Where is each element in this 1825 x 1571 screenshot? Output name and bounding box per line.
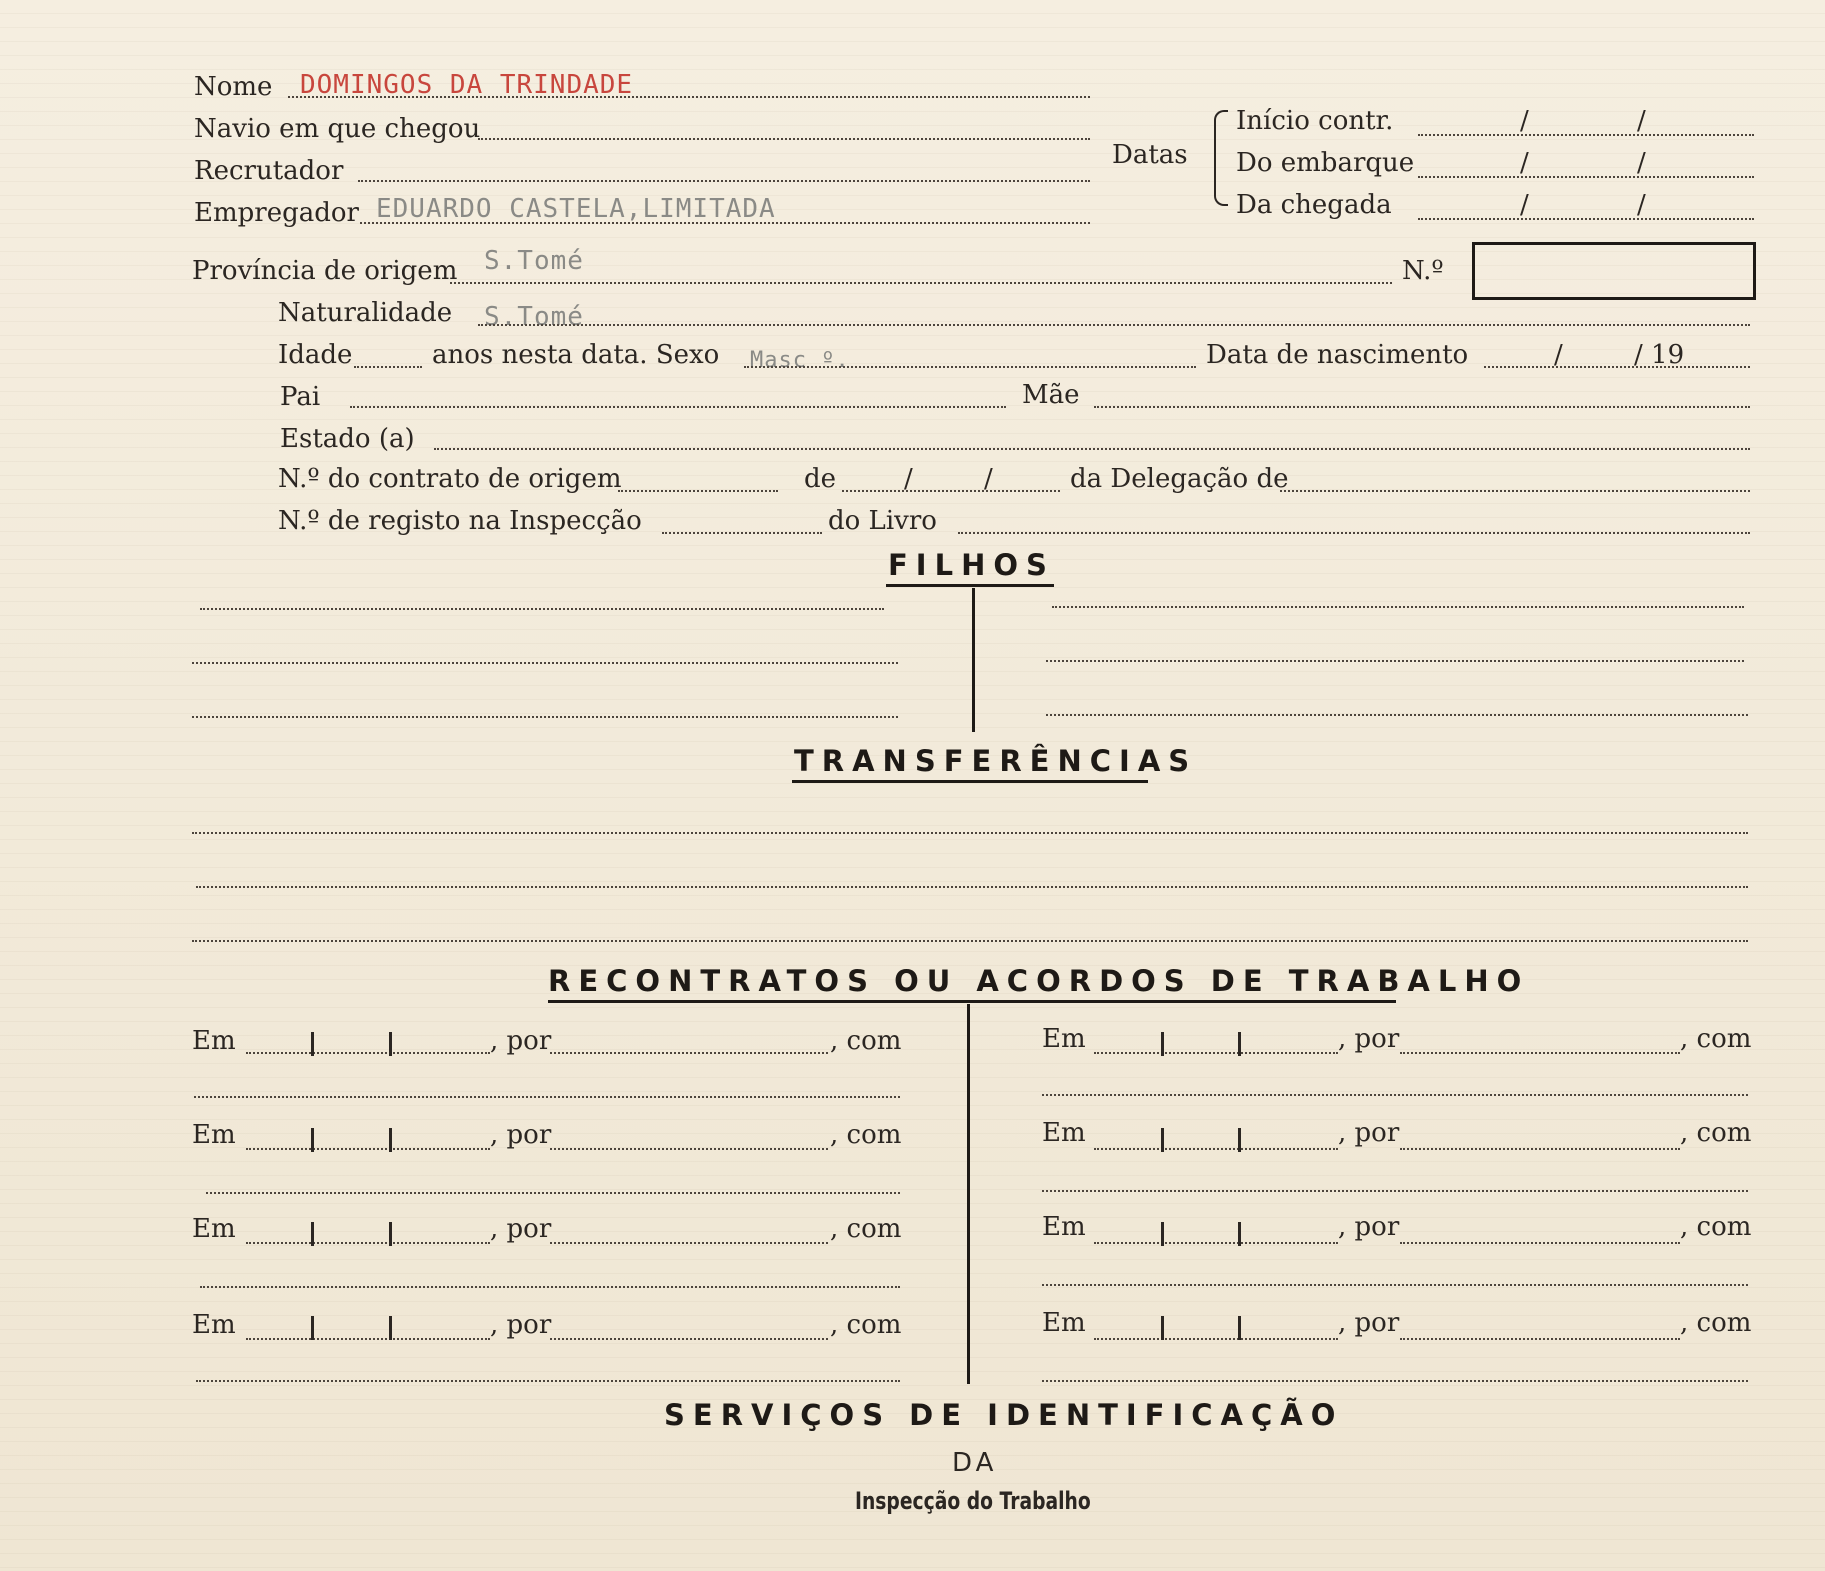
date-separator	[1238, 1032, 1241, 1056]
transferencias-line-3	[192, 940, 1748, 942]
date-line	[246, 1052, 490, 1054]
numero-label: N.º	[1402, 256, 1444, 286]
com-label: , com	[830, 1214, 902, 1244]
nascimento-label: Data de nascimento	[1206, 340, 1469, 370]
inicio-slash-2: /	[1637, 106, 1646, 136]
date-line	[1094, 1148, 1338, 1150]
estado-label: Estado (a)	[280, 424, 415, 454]
contrato-label: N.º do contrato de origem	[278, 464, 622, 494]
transferencias-line-1	[192, 832, 1748, 834]
footer-title: SERVIÇOS DE IDENTIFICAÇÃO	[664, 1398, 1344, 1432]
com-label: , com	[830, 1026, 902, 1056]
naturalidade-value: S.Tomé	[484, 302, 584, 332]
embarque-label: Do embarque	[1236, 148, 1415, 178]
idade-line	[354, 366, 422, 368]
em-label: Em	[1042, 1308, 1086, 1338]
filhos-divider	[972, 588, 975, 732]
chegada-label: Da chegada	[1236, 190, 1392, 220]
inicio-line	[1418, 134, 1754, 136]
delegacao-line	[1280, 490, 1750, 492]
por-label: , por	[490, 1310, 552, 1340]
nome-line	[288, 96, 1090, 98]
com-label: , com	[1680, 1118, 1752, 1148]
com-line	[196, 1380, 900, 1382]
por-label: , por	[490, 1120, 552, 1150]
por-line	[550, 1242, 828, 1244]
date-separator	[1238, 1316, 1241, 1340]
filhos-line-right-1	[1052, 606, 1744, 608]
mae-line	[1094, 406, 1750, 408]
recrutador-label: Recrutador	[194, 156, 344, 186]
livro-line	[958, 532, 1750, 534]
em-label: Em	[1042, 1212, 1086, 1242]
footer-subtitle: Inspecção do Trabalho	[855, 1487, 1091, 1515]
date-separator	[1238, 1128, 1241, 1152]
sexo-value: Masc º.	[750, 348, 850, 373]
recontratos-divider	[967, 1004, 970, 1384]
nascimento-slash-1: /	[1554, 340, 1563, 370]
date-separator	[311, 1222, 314, 1246]
de-label: de	[804, 464, 837, 494]
com-label: , com	[830, 1310, 902, 1340]
embarque-slash-1: /	[1520, 148, 1529, 178]
recontratos-heading: RECONTRATOS OU ACORDOS DE TRABALHO	[548, 964, 1530, 998]
date-separator	[1161, 1032, 1164, 1056]
nascimento-year-prefix: / 19	[1634, 340, 1685, 370]
date-separator	[389, 1128, 392, 1152]
sexo-line	[744, 366, 1196, 368]
transferencias-line-2	[196, 886, 1748, 888]
com-label: , com	[1680, 1024, 1752, 1054]
por-line	[1400, 1242, 1680, 1244]
date-line	[1094, 1052, 1338, 1054]
estado-line	[434, 448, 1750, 450]
embarque-line	[1418, 176, 1754, 178]
nome-label: Nome	[194, 72, 273, 102]
naturalidade-label: Naturalidade	[278, 298, 453, 328]
date-separator	[311, 1316, 314, 1340]
em-label: Em	[192, 1120, 236, 1150]
embarque-slash-2: /	[1637, 148, 1646, 178]
com-line	[1042, 1094, 1748, 1096]
filhos-line-right-3	[1046, 714, 1748, 716]
inicio-slash-1: /	[1520, 106, 1529, 136]
contrato-line	[618, 490, 778, 492]
chegada-slash-2: /	[1637, 190, 1646, 220]
transferencias-underline	[792, 780, 1148, 783]
navio-line	[478, 138, 1090, 140]
date-separator	[311, 1032, 314, 1056]
mae-label: Mãe	[1022, 380, 1080, 410]
por-line	[550, 1052, 828, 1054]
com-line	[206, 1192, 900, 1194]
provincia-label: Província de origem	[192, 256, 458, 286]
com-label: , com	[830, 1120, 902, 1150]
datas-brace	[1214, 110, 1228, 206]
em-label: Em	[1042, 1024, 1086, 1054]
de-slash-1: /	[904, 464, 913, 494]
date-separator	[1161, 1128, 1164, 1152]
de-date-line	[842, 490, 1060, 492]
com-label: , com	[1680, 1212, 1752, 1242]
filhos-heading: FILHOS	[888, 548, 1055, 582]
em-label: Em	[192, 1026, 236, 1056]
naturalidade-line	[478, 324, 1750, 326]
nascimento-line	[1484, 366, 1750, 368]
em-label: Em	[192, 1310, 236, 1340]
por-line	[1400, 1338, 1680, 1340]
delegacao-label: da Delegação de	[1070, 464, 1289, 494]
por-label: , por	[490, 1026, 552, 1056]
navio-label: Navio em que chegou	[194, 114, 481, 144]
por-line	[550, 1148, 828, 1150]
por-line	[1400, 1052, 1680, 1054]
filhos-underline	[886, 584, 1054, 587]
filhos-line-right-2	[1046, 660, 1744, 662]
com-label: , com	[1680, 1308, 1752, 1338]
date-separator	[1161, 1316, 1164, 1340]
por-label: , por	[1338, 1024, 1400, 1054]
inicio-label: Início contr.	[1236, 106, 1394, 136]
filhos-line-left-2	[192, 662, 898, 664]
date-separator	[1238, 1222, 1241, 1246]
filhos-line-left-3	[192, 716, 898, 718]
empregador-line	[360, 222, 1090, 224]
de-slash-2: /	[984, 464, 993, 494]
registo-label: N.º de registo na Inspecção	[278, 506, 642, 536]
com-line	[1042, 1190, 1748, 1192]
date-separator	[311, 1128, 314, 1152]
filhos-line-left-1	[200, 608, 884, 610]
pai-label: Pai	[280, 382, 321, 412]
nome-value: DOMINGOS DA TRINDADE	[300, 70, 634, 100]
date-separator	[1161, 1222, 1164, 1246]
numero-box	[1472, 242, 1756, 300]
livro-label: do Livro	[828, 506, 937, 536]
por-label: , por	[1338, 1212, 1400, 1242]
registo-line	[662, 532, 822, 534]
footer-da: DA	[952, 1448, 998, 1478]
em-label: Em	[192, 1214, 236, 1244]
provincia-value: S.Tomé	[484, 246, 584, 276]
transferencias-heading: TRANSFERÊNCIAS	[794, 744, 1198, 778]
em-label: Em	[1042, 1118, 1086, 1148]
por-line	[1400, 1148, 1680, 1150]
date-separator	[389, 1032, 392, 1056]
date-line	[1094, 1338, 1338, 1340]
date-separator	[389, 1222, 392, 1246]
recrutador-line	[358, 180, 1090, 182]
date-line	[246, 1242, 490, 1244]
chegada-slash-1: /	[1520, 190, 1529, 220]
date-line	[1094, 1242, 1338, 1244]
com-line	[200, 1286, 900, 1288]
date-separator	[389, 1316, 392, 1340]
empregador-value: EDUARDO CASTELA,LIMITADA	[376, 194, 776, 224]
idade-label: Idade	[278, 340, 353, 370]
com-line	[1042, 1380, 1748, 1382]
por-label: , por	[1338, 1308, 1400, 1338]
recontratos-underline	[548, 1000, 1396, 1003]
com-line	[1042, 1284, 1748, 1286]
por-label: , por	[490, 1214, 552, 1244]
chegada-line	[1418, 218, 1754, 220]
provincia-line	[450, 282, 1392, 284]
date-line	[246, 1338, 490, 1340]
por-label: , por	[1338, 1118, 1400, 1148]
empregador-label: Empregador	[194, 198, 359, 228]
pai-line	[350, 406, 1006, 408]
por-line	[550, 1338, 828, 1340]
datas-label: Datas	[1112, 140, 1188, 170]
anos-label: anos nesta data. Sexo	[432, 340, 720, 370]
com-line	[194, 1096, 900, 1098]
date-line	[246, 1148, 490, 1150]
